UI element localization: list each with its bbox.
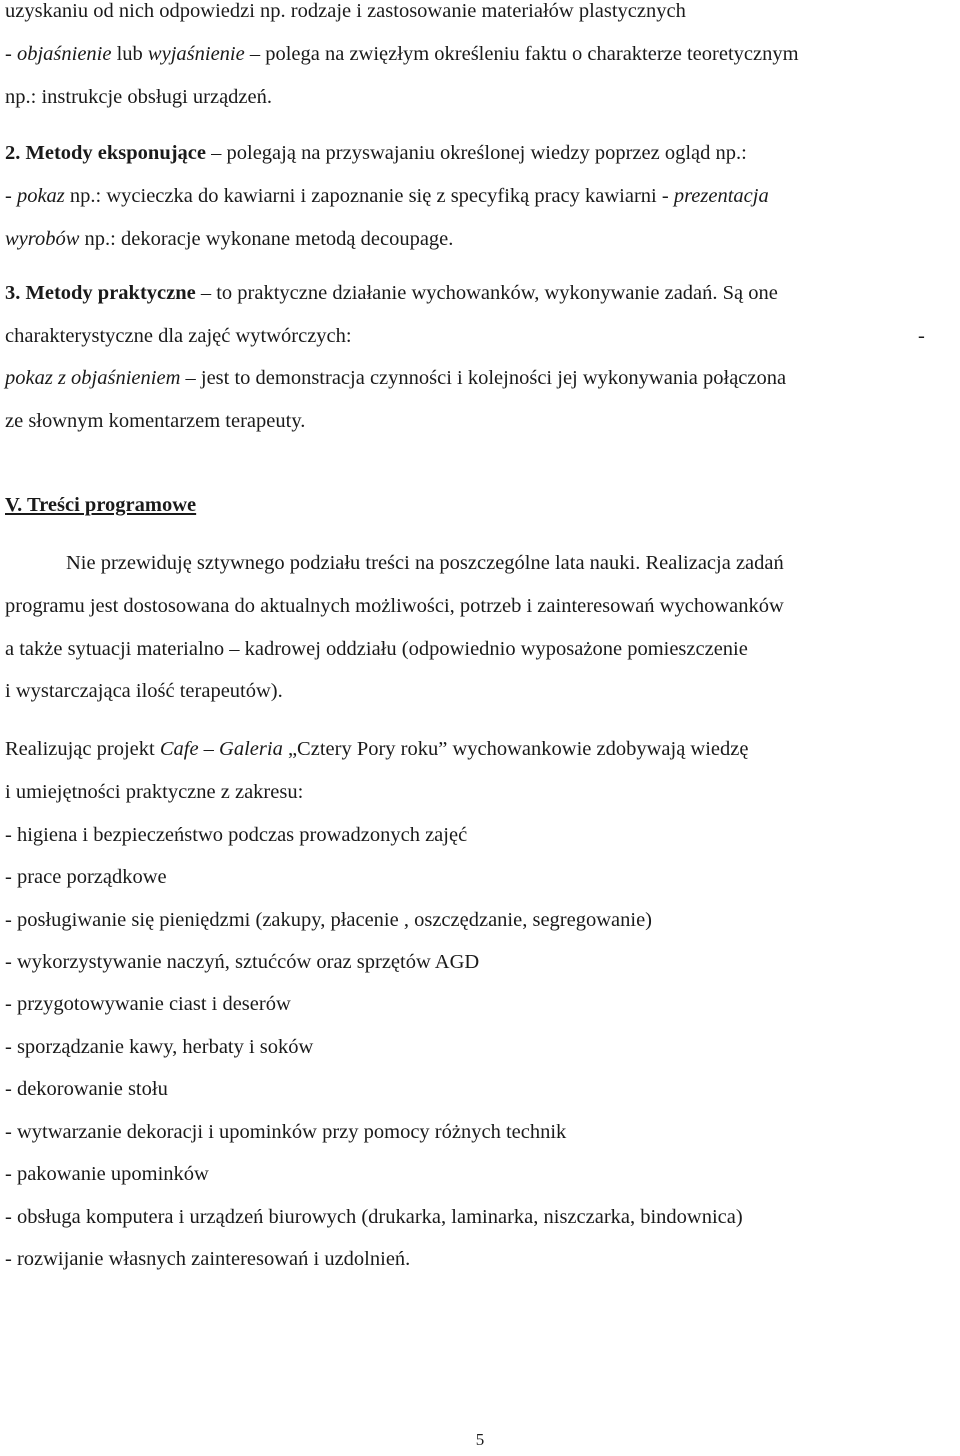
section-2-line: 2. Metody eksponujące – polegają na przyswajaniu określonej wiedzy poprzez ogląd np.:: [5, 142, 747, 164]
paragraph-line: a także sytuacji materialno – kadrowej oddziału (odpowiednio wyposażone pomieszczenie: [5, 638, 748, 660]
list-item: - przygotowywanie ciast i deserów: [5, 993, 291, 1015]
section-2-heading: 2. Metody eksponujące: [5, 142, 207, 164]
text-line: wyrobów np.: dekoracje wykonane metodą decoupage.: [5, 228, 454, 250]
text-line: - pokaz np.: wycieczka do kawiarni i zapoznanie się z specyfiką pracy kawiarni - prezentacja: [5, 185, 769, 207]
list-item: - wykorzystywanie naczyń, sztućców oraz sprzętów AGD: [5, 951, 480, 973]
paragraph-line: Nie przewiduję sztywnego podziału treści na poszczególne lata nauki. Realizacja zadań: [66, 552, 784, 574]
text-line: ze słownym komentarzem terapeuty.: [5, 410, 306, 432]
list-item: - wytwarzanie dekoracji i upominków przy pomocy różnych technik: [5, 1121, 567, 1143]
dash: -: [918, 325, 925, 347]
list-item: - rozwijanie własnych zainteresowań i uzdolnień.: [5, 1248, 411, 1270]
section-5-heading: V. Treści programowe: [5, 494, 197, 516]
section-3-line: 3. Metody praktyczne – to praktyczne działanie wychowanków, wykonywanie zadań. Są one: [5, 282, 778, 304]
text-line: np.: instrukcje obsługi urządzeń.: [5, 86, 273, 108]
text-line: uzyskaniu od nich odpowiedzi np. rodzaje i zastosowanie materiałów plastycznych: [5, 0, 686, 22]
list-item: - pakowanie upominków: [5, 1163, 209, 1185]
paragraph-line: i umiejętności praktyczne z zakresu:: [5, 781, 304, 803]
paragraph-line: programu jest dostosowana do aktualnych możliwości, potrzeb i zainteresowań wychowanków: [5, 595, 784, 617]
text-line: pokaz z objaśnieniem – jest to demonstracja czynności i kolejności jej wykonywania połączona: [5, 367, 787, 389]
list-item: - sporządzanie kawy, herbaty i soków: [5, 1036, 314, 1058]
list-item: - dekorowanie stołu: [5, 1078, 168, 1100]
list-item: - prace porządkowe: [5, 866, 167, 888]
list-item: - higiena i bezpieczeństwo podczas prowadzonych zajęć: [5, 824, 468, 846]
paragraph-line: i wystarczająca ilość terapeutów).: [5, 680, 283, 702]
list-item: - posługiwanie się pieniędzmi (zakupy, płacenie , oszczędzanie, segregowanie): [5, 909, 652, 931]
paragraph-line: Realizując projekt Cafe – Galeria „Cztery Pory roku” wychowankowie zdobywają wiedzę: [5, 738, 749, 760]
section-3-heading: 3. Metody praktyczne: [5, 282, 196, 304]
text-line: - objaśnienie lub wyjaśnienie – polega na zwięzłym określeniu faktu o charakterze teoretycznym: [5, 43, 799, 65]
text-line: charakterystyczne dla zajęć wytwórczych:: [5, 325, 352, 347]
page-number: 5: [475, 1430, 485, 1449]
list-item: - obsługa komputera i urządzeń biurowych (drukarka, laminarka, niszczarka, bindownica): [5, 1206, 743, 1228]
